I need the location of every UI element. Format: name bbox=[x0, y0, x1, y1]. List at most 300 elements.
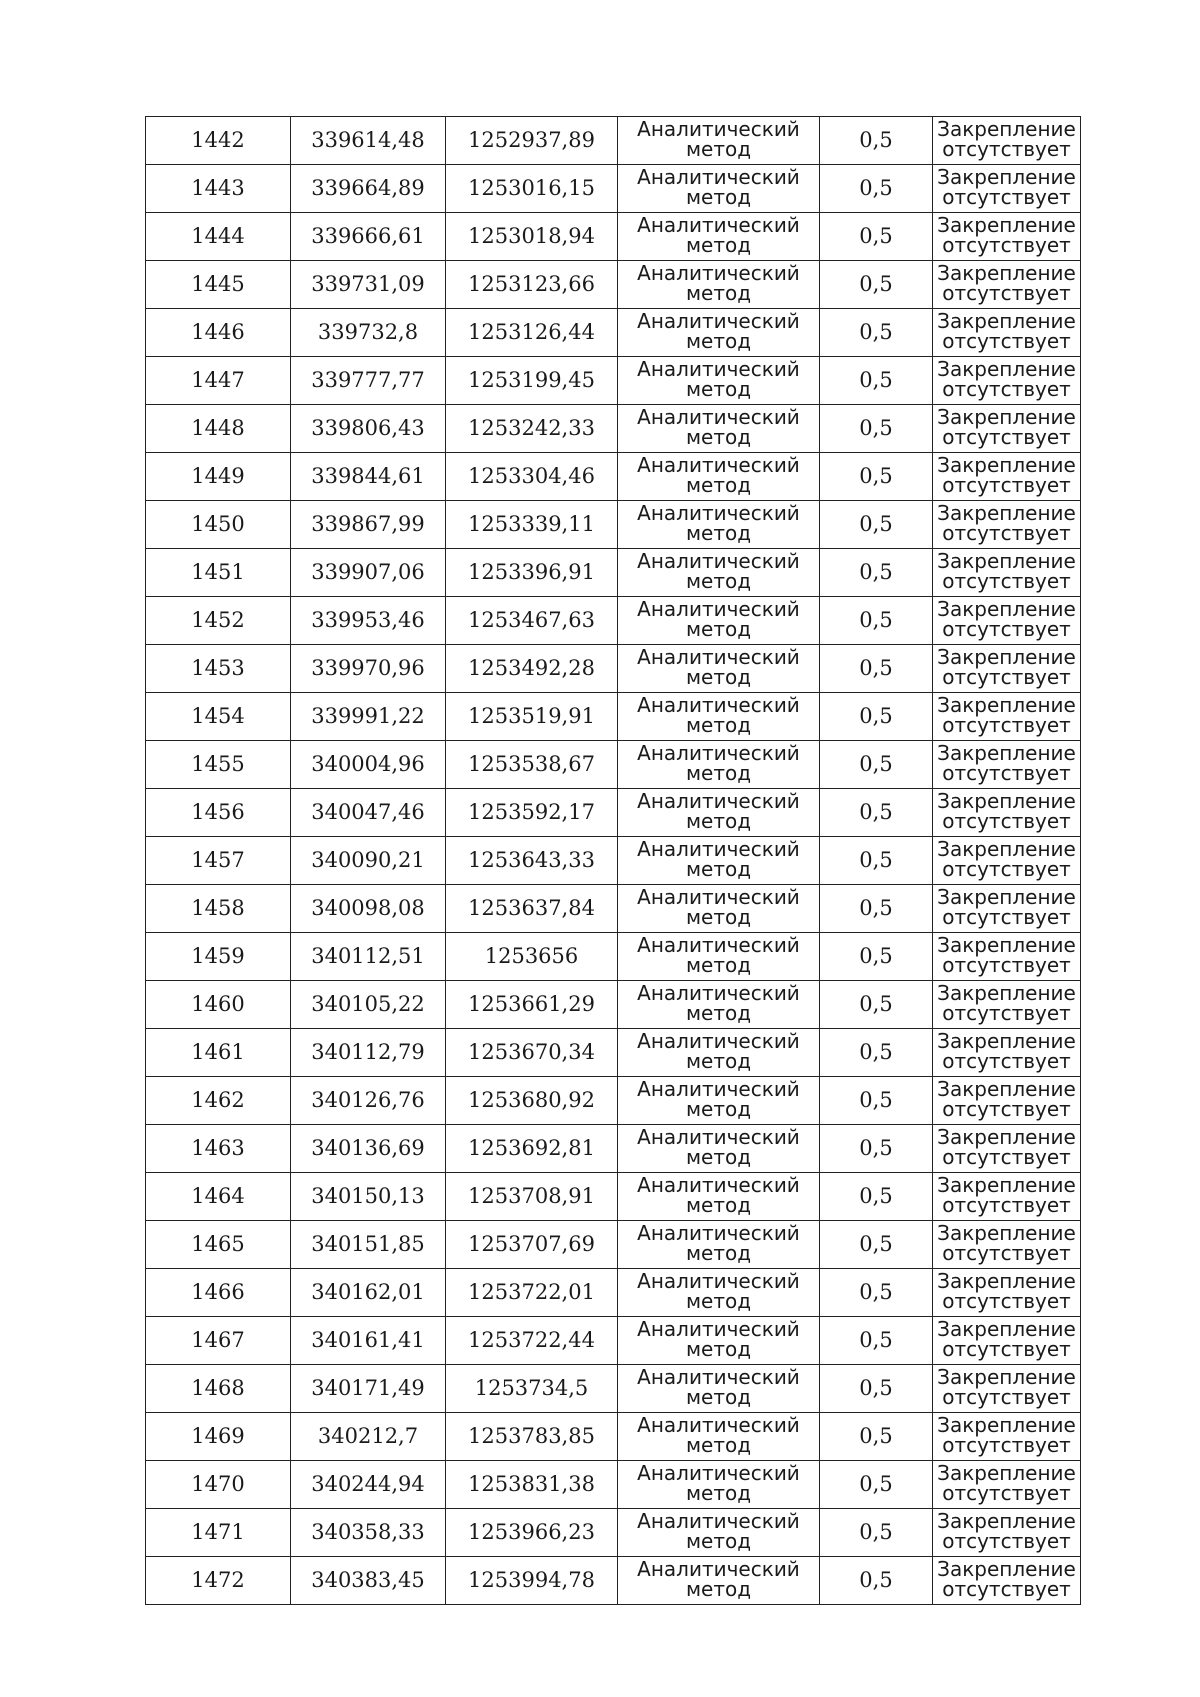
table-row bbox=[146, 549, 1081, 597]
method-line: Аналитический bbox=[637, 1509, 800, 1533]
method-line: метод bbox=[685, 857, 752, 881]
accuracy-cell: 0,5 bbox=[820, 981, 933, 1029]
table-row bbox=[146, 357, 1081, 405]
y-coordinate-cell: 1253339,11 bbox=[446, 501, 618, 549]
fixing-cell bbox=[933, 837, 1081, 885]
x-coordinate-cell: 340126,76 bbox=[291, 1077, 446, 1125]
x-coordinate-cell: 339991,22 bbox=[291, 693, 446, 741]
fixing-line: отсутствует bbox=[942, 1097, 1071, 1121]
method-line: Аналитический bbox=[637, 501, 800, 525]
method-cell bbox=[618, 1221, 820, 1269]
y-coordinate-cell: 1253592,17 bbox=[446, 789, 618, 837]
method-cell bbox=[618, 117, 820, 165]
point-number-cell: 1460 bbox=[146, 981, 291, 1029]
fixing-cell bbox=[933, 981, 1081, 1029]
fixing-cell bbox=[933, 741, 1081, 789]
table-row bbox=[146, 405, 1081, 453]
y-coordinate-cell: 1253708,91 bbox=[446, 1173, 618, 1221]
fixing-cell bbox=[933, 1365, 1081, 1413]
point-number-cell: 1457 bbox=[146, 837, 291, 885]
point-number-cell: 1464 bbox=[146, 1173, 291, 1221]
method-line: метод bbox=[685, 761, 752, 785]
fixing-line: Закрепление bbox=[937, 981, 1076, 1005]
fixing-cell bbox=[933, 117, 1081, 165]
fixing-cell bbox=[933, 1461, 1081, 1509]
method-line: Аналитический bbox=[637, 261, 800, 285]
method-cell bbox=[618, 1173, 820, 1221]
fixing-line: отсутствует bbox=[942, 569, 1071, 593]
method-line: метод bbox=[685, 809, 752, 833]
table-row bbox=[146, 1413, 1081, 1461]
fixing-line: Закрепление bbox=[937, 453, 1076, 477]
point-number-cell: 1469 bbox=[146, 1413, 291, 1461]
method-line: метод bbox=[685, 1097, 752, 1121]
fixing-line: Закрепление bbox=[937, 693, 1076, 717]
accuracy-cell: 0,5 bbox=[820, 597, 933, 645]
fixing-cell bbox=[933, 405, 1081, 453]
method-line: Аналитический bbox=[637, 981, 800, 1005]
x-coordinate-cell: 340150,13 bbox=[291, 1173, 446, 1221]
fixing-line: Закрепление bbox=[937, 501, 1076, 525]
method-cell bbox=[618, 1317, 820, 1365]
method-line: Аналитический bbox=[637, 645, 800, 669]
table-row bbox=[146, 981, 1081, 1029]
fixing-cell bbox=[933, 885, 1081, 933]
method-line: Аналитический bbox=[637, 1461, 800, 1485]
method-cell bbox=[618, 549, 820, 597]
method-cell bbox=[618, 165, 820, 213]
method-line: метод bbox=[685, 1193, 752, 1217]
x-coordinate-cell: 339732,8 bbox=[291, 309, 446, 357]
fixing-line: отсутствует bbox=[942, 425, 1071, 449]
x-coordinate-cell: 339867,99 bbox=[291, 501, 446, 549]
fixing-cell bbox=[933, 453, 1081, 501]
fixing-line: Закрепление bbox=[937, 837, 1076, 861]
accuracy-cell: 0,5 bbox=[820, 933, 933, 981]
table-row bbox=[146, 1269, 1081, 1317]
x-coordinate-cell: 340090,21 bbox=[291, 837, 446, 885]
x-coordinate-cell: 340112,51 bbox=[291, 933, 446, 981]
method-cell bbox=[618, 1029, 820, 1077]
fixing-cell bbox=[933, 645, 1081, 693]
fixing-line: отсутствует bbox=[942, 809, 1071, 833]
fixing-line: отсутствует bbox=[942, 1481, 1071, 1505]
accuracy-cell: 0,5 bbox=[820, 117, 933, 165]
coordinates-table bbox=[145, 116, 1081, 1605]
table-row bbox=[146, 789, 1081, 837]
method-cell bbox=[618, 597, 820, 645]
accuracy-cell: 0,5 bbox=[820, 741, 933, 789]
fixing-line: Закрепление bbox=[937, 213, 1076, 237]
method-cell bbox=[618, 981, 820, 1029]
fixing-cell bbox=[933, 165, 1081, 213]
method-line: метод bbox=[685, 473, 752, 497]
table-row bbox=[146, 1461, 1081, 1509]
accuracy-cell: 0,5 bbox=[820, 1269, 933, 1317]
point-number-cell: 1461 bbox=[146, 1029, 291, 1077]
y-coordinate-cell: 1253123,66 bbox=[446, 261, 618, 309]
method-line: Аналитический bbox=[637, 1557, 800, 1581]
method-cell bbox=[618, 405, 820, 453]
accuracy-cell: 0,5 bbox=[820, 1173, 933, 1221]
point-number-cell: 1443 bbox=[146, 165, 291, 213]
table-row bbox=[146, 1029, 1081, 1077]
fixing-cell bbox=[933, 309, 1081, 357]
method-cell bbox=[618, 357, 820, 405]
y-coordinate-cell: 1253692,81 bbox=[446, 1125, 618, 1173]
accuracy-cell: 0,5 bbox=[820, 885, 933, 933]
table-row bbox=[146, 453, 1081, 501]
fixing-cell bbox=[933, 1557, 1081, 1605]
point-number-cell: 1453 bbox=[146, 645, 291, 693]
method-cell bbox=[618, 693, 820, 741]
point-number-cell: 1446 bbox=[146, 309, 291, 357]
coordinates-table-body bbox=[146, 117, 1081, 1605]
fixing-line: Закрепление bbox=[937, 1509, 1076, 1533]
point-number-cell: 1471 bbox=[146, 1509, 291, 1557]
table-row bbox=[146, 501, 1081, 549]
table-row bbox=[146, 1317, 1081, 1365]
y-coordinate-cell: 1253707,69 bbox=[446, 1221, 618, 1269]
method-line: Аналитический bbox=[637, 1413, 800, 1437]
y-coordinate-cell: 1253783,85 bbox=[446, 1413, 618, 1461]
method-line: метод bbox=[685, 1001, 752, 1025]
method-line: Аналитический bbox=[637, 1173, 800, 1197]
method-line: метод bbox=[685, 1577, 752, 1601]
method-cell bbox=[618, 1269, 820, 1317]
fixing-cell bbox=[933, 693, 1081, 741]
method-line: метод bbox=[685, 281, 752, 305]
method-line: Аналитический bbox=[637, 1221, 800, 1245]
y-coordinate-cell: 1253643,33 bbox=[446, 837, 618, 885]
method-line: метод bbox=[685, 377, 752, 401]
method-line: Аналитический bbox=[637, 933, 800, 957]
fixing-cell bbox=[933, 1269, 1081, 1317]
method-cell bbox=[618, 933, 820, 981]
point-number-cell: 1451 bbox=[146, 549, 291, 597]
x-coordinate-cell: 340161,41 bbox=[291, 1317, 446, 1365]
method-line: метод bbox=[685, 1241, 752, 1265]
x-coordinate-cell: 339777,77 bbox=[291, 357, 446, 405]
accuracy-cell: 0,5 bbox=[820, 1413, 933, 1461]
table-row bbox=[146, 1365, 1081, 1413]
table-row bbox=[146, 1173, 1081, 1221]
x-coordinate-cell: 340098,08 bbox=[291, 885, 446, 933]
fixing-line: Закрепление bbox=[937, 357, 1076, 381]
method-line: Аналитический bbox=[637, 1365, 800, 1389]
fixing-cell bbox=[933, 1077, 1081, 1125]
fixing-line: Закрепление bbox=[937, 789, 1076, 813]
fixing-cell bbox=[933, 549, 1081, 597]
table-row bbox=[146, 645, 1081, 693]
point-number-cell: 1450 bbox=[146, 501, 291, 549]
fixing-line: отсутствует bbox=[942, 521, 1071, 545]
fixing-line: Закрепление bbox=[937, 1317, 1076, 1341]
method-cell bbox=[618, 1365, 820, 1413]
fixing-line: отсутствует bbox=[942, 1193, 1071, 1217]
y-coordinate-cell: 1253242,33 bbox=[446, 405, 618, 453]
method-cell bbox=[618, 501, 820, 549]
x-coordinate-cell: 340162,01 bbox=[291, 1269, 446, 1317]
method-line: метод bbox=[685, 233, 752, 257]
point-number-cell: 1452 bbox=[146, 597, 291, 645]
accuracy-cell: 0,5 bbox=[820, 213, 933, 261]
point-number-cell: 1448 bbox=[146, 405, 291, 453]
fixing-line: Закрепление bbox=[937, 309, 1076, 333]
method-line: Аналитический bbox=[637, 1125, 800, 1149]
fixing-line: отсутствует bbox=[942, 233, 1071, 257]
method-line: Аналитический bbox=[637, 693, 800, 717]
method-line: метод bbox=[685, 521, 752, 545]
method-cell bbox=[618, 645, 820, 693]
fixing-line: Закрепление bbox=[937, 549, 1076, 573]
method-line: Аналитический bbox=[637, 549, 800, 573]
method-cell bbox=[618, 885, 820, 933]
method-line: Аналитический bbox=[637, 165, 800, 189]
fixing-line: отсутствует bbox=[942, 281, 1071, 305]
method-line: метод bbox=[685, 569, 752, 593]
table-row bbox=[146, 837, 1081, 885]
fixing-line: отсутствует bbox=[942, 761, 1071, 785]
method-line: Аналитический bbox=[637, 1077, 800, 1101]
accuracy-cell: 0,5 bbox=[820, 1029, 933, 1077]
point-number-cell: 1467 bbox=[146, 1317, 291, 1365]
table-row bbox=[146, 933, 1081, 981]
fixing-line: отсутствует bbox=[942, 329, 1071, 353]
accuracy-cell: 0,5 bbox=[820, 693, 933, 741]
method-line: метод bbox=[685, 1481, 752, 1505]
point-number-cell: 1445 bbox=[146, 261, 291, 309]
method-line: метод bbox=[685, 1385, 752, 1409]
accuracy-cell: 0,5 bbox=[820, 549, 933, 597]
point-number-cell: 1470 bbox=[146, 1461, 291, 1509]
fixing-line: Закрепление bbox=[937, 405, 1076, 429]
accuracy-cell: 0,5 bbox=[820, 357, 933, 405]
fixing-line: Закрепление bbox=[937, 645, 1076, 669]
fixing-line: отсутствует bbox=[942, 1577, 1071, 1601]
x-coordinate-cell: 339731,09 bbox=[291, 261, 446, 309]
fixing-line: отсутствует bbox=[942, 1049, 1071, 1073]
x-coordinate-cell: 340171,49 bbox=[291, 1365, 446, 1413]
fixing-cell bbox=[933, 261, 1081, 309]
x-coordinate-cell: 340004,96 bbox=[291, 741, 446, 789]
fixing-line: отсутствует bbox=[942, 665, 1071, 689]
accuracy-cell: 0,5 bbox=[820, 1221, 933, 1269]
y-coordinate-cell: 1253016,15 bbox=[446, 165, 618, 213]
fixing-line: Закрепление bbox=[937, 1029, 1076, 1053]
fixing-line: Закрепление bbox=[937, 1365, 1076, 1389]
y-coordinate-cell: 1253722,01 bbox=[446, 1269, 618, 1317]
accuracy-cell: 0,5 bbox=[820, 165, 933, 213]
method-cell bbox=[618, 213, 820, 261]
x-coordinate-cell: 340105,22 bbox=[291, 981, 446, 1029]
method-cell bbox=[618, 1509, 820, 1557]
x-coordinate-cell: 339664,89 bbox=[291, 165, 446, 213]
method-line: Аналитический bbox=[637, 597, 800, 621]
method-line: метод bbox=[685, 1049, 752, 1073]
fixing-cell bbox=[933, 597, 1081, 645]
fixing-line: Закрепление bbox=[937, 261, 1076, 285]
method-line: метод bbox=[685, 185, 752, 209]
fixing-line: отсутствует bbox=[942, 1001, 1071, 1025]
method-line: Аналитический bbox=[637, 1317, 800, 1341]
method-line: Аналитический bbox=[637, 453, 800, 477]
fixing-line: Закрепление bbox=[937, 1221, 1076, 1245]
y-coordinate-cell: 1253199,45 bbox=[446, 357, 618, 405]
fixing-cell bbox=[933, 213, 1081, 261]
method-cell bbox=[618, 1125, 820, 1173]
accuracy-cell: 0,5 bbox=[820, 645, 933, 693]
x-coordinate-cell: 340212,7 bbox=[291, 1413, 446, 1461]
y-coordinate-cell: 1253126,44 bbox=[446, 309, 618, 357]
accuracy-cell: 0,5 bbox=[820, 405, 933, 453]
y-coordinate-cell: 1253670,34 bbox=[446, 1029, 618, 1077]
method-line: Аналитический bbox=[637, 885, 800, 909]
method-line: Аналитический bbox=[637, 357, 800, 381]
method-line: Аналитический bbox=[637, 789, 800, 813]
accuracy-cell: 0,5 bbox=[820, 1125, 933, 1173]
fixing-line: отсутствует bbox=[942, 1289, 1071, 1313]
fixing-line: Закрепление bbox=[937, 1125, 1076, 1149]
table-row bbox=[146, 1125, 1081, 1173]
x-coordinate-cell: 340047,46 bbox=[291, 789, 446, 837]
y-coordinate-cell: 1253396,91 bbox=[446, 549, 618, 597]
point-number-cell: 1456 bbox=[146, 789, 291, 837]
method-line: Аналитический bbox=[637, 213, 800, 237]
fixing-line: Закрепление bbox=[937, 885, 1076, 909]
fixing-cell bbox=[933, 357, 1081, 405]
method-line: метод bbox=[685, 665, 752, 689]
fixing-line: отсутствует bbox=[942, 617, 1071, 641]
x-coordinate-cell: 339614,48 bbox=[291, 117, 446, 165]
y-coordinate-cell: 1253637,84 bbox=[446, 885, 618, 933]
x-coordinate-cell: 340151,85 bbox=[291, 1221, 446, 1269]
accuracy-cell: 0,5 bbox=[820, 1461, 933, 1509]
method-line: метод bbox=[685, 905, 752, 929]
accuracy-cell: 0,5 bbox=[820, 261, 933, 309]
method-line: Аналитический bbox=[637, 405, 800, 429]
method-line: метод bbox=[685, 713, 752, 737]
table-row bbox=[146, 117, 1081, 165]
table-row bbox=[146, 213, 1081, 261]
fixing-cell bbox=[933, 1317, 1081, 1365]
x-coordinate-cell: 339844,61 bbox=[291, 453, 446, 501]
y-coordinate-cell: 1253304,46 bbox=[446, 453, 618, 501]
accuracy-cell: 0,5 bbox=[820, 309, 933, 357]
method-line: метод bbox=[685, 1145, 752, 1169]
y-coordinate-cell: 1253519,91 bbox=[446, 693, 618, 741]
fixing-line: Закрепление bbox=[937, 1269, 1076, 1293]
x-coordinate-cell: 339806,43 bbox=[291, 405, 446, 453]
method-line: метод bbox=[685, 1337, 752, 1361]
y-coordinate-cell: 1253467,63 bbox=[446, 597, 618, 645]
x-coordinate-cell: 340383,45 bbox=[291, 1557, 446, 1605]
fixing-line: Закрепление bbox=[937, 741, 1076, 765]
y-coordinate-cell: 1253492,28 bbox=[446, 645, 618, 693]
method-line: метод bbox=[685, 1289, 752, 1313]
table-row bbox=[146, 165, 1081, 213]
x-coordinate-cell: 339953,46 bbox=[291, 597, 446, 645]
table-row bbox=[146, 597, 1081, 645]
accuracy-cell: 0,5 bbox=[820, 789, 933, 837]
fixing-cell bbox=[933, 789, 1081, 837]
table-row bbox=[146, 1509, 1081, 1557]
fixing-line: Закрепление bbox=[937, 165, 1076, 189]
fixing-line: отсутствует bbox=[942, 1385, 1071, 1409]
method-cell bbox=[618, 741, 820, 789]
method-cell bbox=[618, 1557, 820, 1605]
x-coordinate-cell: 340358,33 bbox=[291, 1509, 446, 1557]
point-number-cell: 1444 bbox=[146, 213, 291, 261]
fixing-line: отсутствует bbox=[942, 1529, 1071, 1553]
method-line: Аналитический bbox=[637, 1029, 800, 1053]
fixing-cell bbox=[933, 501, 1081, 549]
point-number-cell: 1472 bbox=[146, 1557, 291, 1605]
method-line: Аналитический bbox=[637, 741, 800, 765]
fixing-line: отсутствует bbox=[942, 1241, 1071, 1265]
fixing-cell bbox=[933, 1173, 1081, 1221]
method-line: Аналитический bbox=[637, 117, 800, 141]
accuracy-cell: 0,5 bbox=[820, 1557, 933, 1605]
fixing-cell bbox=[933, 1221, 1081, 1269]
fixing-cell bbox=[933, 933, 1081, 981]
method-line: метод bbox=[685, 425, 752, 449]
point-number-cell: 1459 bbox=[146, 933, 291, 981]
fixing-cell bbox=[933, 1125, 1081, 1173]
x-coordinate-cell: 339666,61 bbox=[291, 213, 446, 261]
method-line: Аналитический bbox=[637, 309, 800, 333]
x-coordinate-cell: 339907,06 bbox=[291, 549, 446, 597]
accuracy-cell: 0,5 bbox=[820, 1365, 933, 1413]
point-number-cell: 1466 bbox=[146, 1269, 291, 1317]
fixing-line: Закрепление bbox=[937, 1557, 1076, 1581]
method-cell bbox=[618, 453, 820, 501]
point-number-cell: 1442 bbox=[146, 117, 291, 165]
y-coordinate-cell: 1253018,94 bbox=[446, 213, 618, 261]
fixing-line: отсутствует bbox=[942, 953, 1071, 977]
table-row bbox=[146, 1557, 1081, 1605]
table-row bbox=[146, 693, 1081, 741]
accuracy-cell: 0,5 bbox=[820, 1509, 933, 1557]
method-cell bbox=[618, 837, 820, 885]
y-coordinate-cell: 1253661,29 bbox=[446, 981, 618, 1029]
y-coordinate-cell: 1253656 bbox=[446, 933, 618, 981]
fixing-cell bbox=[933, 1413, 1081, 1461]
table-row bbox=[146, 741, 1081, 789]
method-cell bbox=[618, 1413, 820, 1461]
method-cell bbox=[618, 309, 820, 357]
point-number-cell: 1465 bbox=[146, 1221, 291, 1269]
table-row bbox=[146, 261, 1081, 309]
fixing-line: отсутствует bbox=[942, 137, 1071, 161]
accuracy-cell: 0,5 bbox=[820, 501, 933, 549]
accuracy-cell: 0,5 bbox=[820, 837, 933, 885]
point-number-cell: 1462 bbox=[146, 1077, 291, 1125]
fixing-line: отсутствует bbox=[942, 1433, 1071, 1457]
method-line: метод bbox=[685, 953, 752, 977]
point-number-cell: 1468 bbox=[146, 1365, 291, 1413]
table-row bbox=[146, 1077, 1081, 1125]
point-number-cell: 1458 bbox=[146, 885, 291, 933]
y-coordinate-cell: 1253966,23 bbox=[446, 1509, 618, 1557]
method-cell bbox=[618, 789, 820, 837]
fixing-line: Закрепление bbox=[937, 933, 1076, 957]
x-coordinate-cell: 340112,79 bbox=[291, 1029, 446, 1077]
point-number-cell: 1455 bbox=[146, 741, 291, 789]
fixing-line: отсутствует bbox=[942, 185, 1071, 209]
point-number-cell: 1463 bbox=[146, 1125, 291, 1173]
method-line: Аналитический bbox=[637, 1269, 800, 1293]
